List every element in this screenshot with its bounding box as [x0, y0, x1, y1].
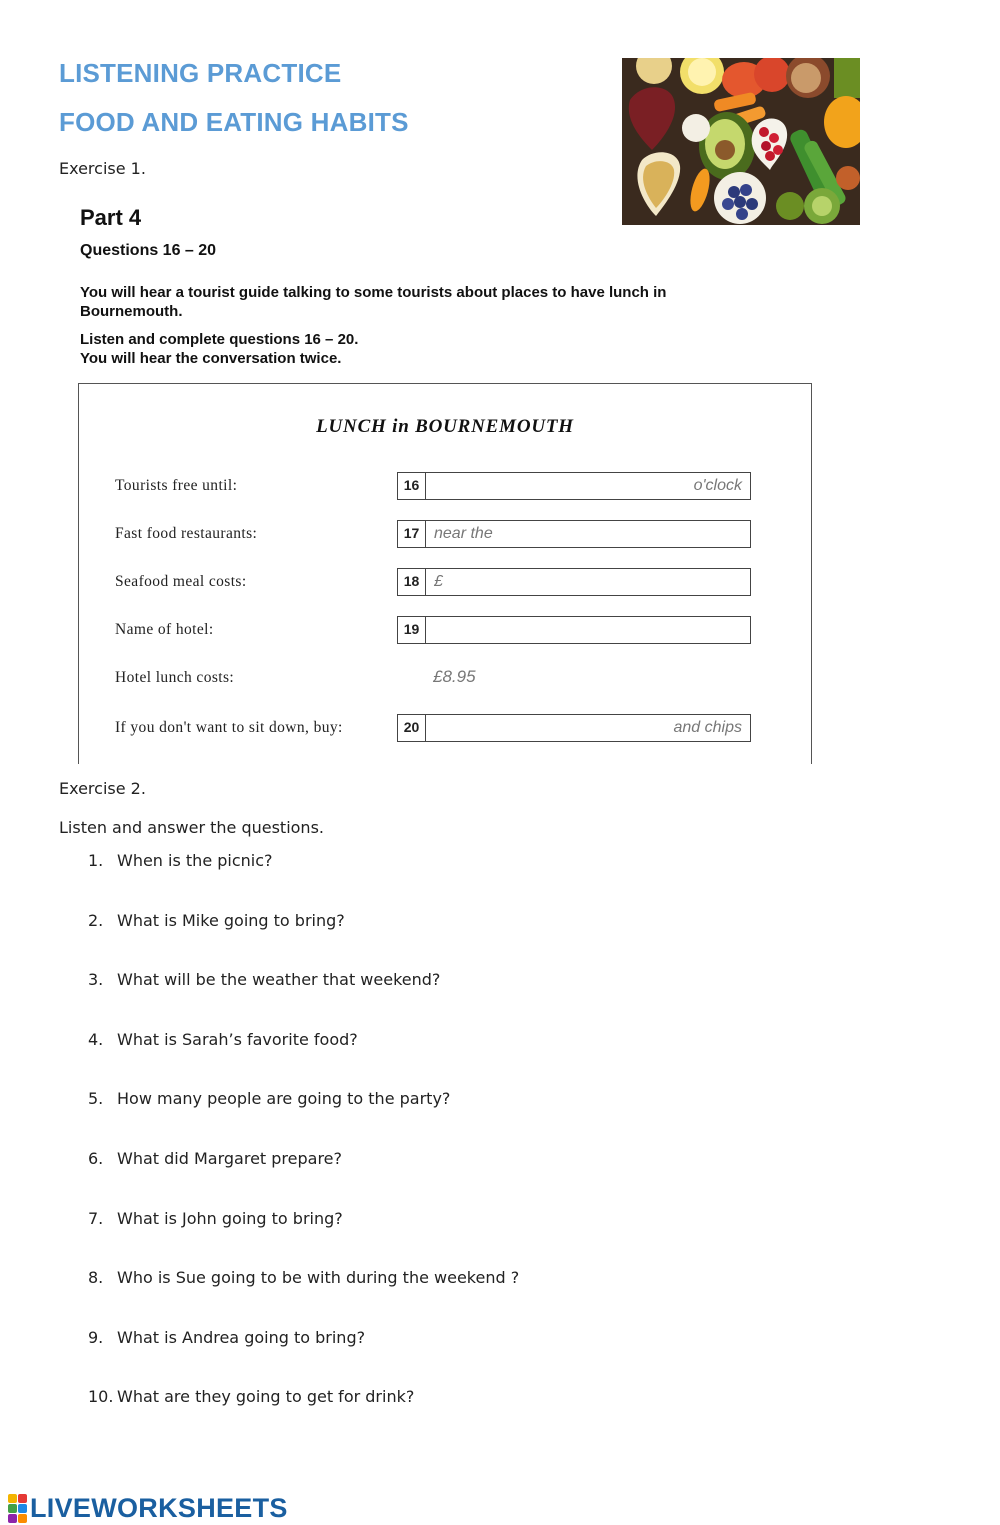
question-number: 5.: [88, 1089, 104, 1109]
question-number: 6.: [88, 1148, 104, 1168]
questions-range: Questions 16 – 20: [80, 242, 217, 259]
hotel-lunch-price: £8.95: [433, 667, 476, 686]
row-label-tourists-free: Tourists free until:: [115, 477, 238, 494]
answer-field-18[interactable]: [397, 568, 751, 596]
question-number: 20: [398, 715, 426, 741]
row-label-fast-food: Fast food restaurants:: [115, 525, 258, 542]
question-text: What is John going to bring?: [117, 1208, 343, 1228]
listen-instruction-line1: Listen and complete questions 16 – 20.: [80, 331, 359, 348]
question-text: What is Mike going to bring?: [117, 910, 345, 930]
healthy-food-photo: [622, 58, 860, 225]
field-prefix: near the: [434, 525, 493, 542]
answer-field-17[interactable]: [397, 520, 751, 548]
question-text: What did Margaret prepare?: [117, 1148, 343, 1168]
logo-grid-icon: [8, 1494, 27, 1523]
question-number: 7.: [88, 1208, 104, 1228]
question-number: 1.: [88, 851, 104, 870]
question-number: 9.: [88, 1327, 104, 1347]
answer-field-19[interactable]: [397, 616, 751, 644]
question-number: 18: [398, 569, 426, 595]
row-label-seafood: Seafood meal costs:: [115, 573, 247, 590]
page-title: LISTENING PRACTICE: [59, 58, 342, 88]
question-text: Who is Sue going to be with during the weekend ?: [117, 1268, 520, 1288]
page-subtitle: FOOD AND EATING HABITS: [59, 107, 409, 137]
form-title: LUNCH in BOURNEMOUTH: [316, 416, 574, 437]
field-prefix: £: [434, 573, 443, 590]
question-number: 8.: [88, 1268, 104, 1288]
question-number: 19: [398, 617, 426, 643]
exercise1-label: Exercise 1.: [59, 159, 146, 178]
row-label-hotel-lunch: Hotel lunch costs:: [115, 669, 235, 686]
logo-text: LIVEWORKSHEETS: [30, 1492, 288, 1523]
field-suffix: and chips: [673, 719, 742, 736]
liveworksheets-logo[interactable]: [8, 1493, 288, 1523]
question-number: 4.: [88, 1029, 104, 1049]
question-number: 16: [398, 473, 426, 499]
question-text: When is the picnic?: [117, 851, 273, 870]
answer-field-16[interactable]: [397, 472, 751, 500]
question-text: What is Sarah’s favorite food?: [117, 1029, 358, 1049]
question-text: What is Andrea going to bring?: [117, 1327, 366, 1347]
row-label-hotel-name: Name of hotel:: [115, 621, 214, 638]
exercise2-instruction: Listen and answer the questions.: [59, 818, 324, 837]
listen-instruction-line2: You will hear the conversation twice.: [80, 350, 342, 367]
lunch-form: [78, 383, 812, 764]
question-text: What will be the weather that weekend?: [117, 970, 441, 990]
instruction-text: You will hear a tourist guide talking to some tourists about places to have lunch in Bournemouth.: [80, 284, 667, 320]
exercise2-label: Exercise 2.: [59, 779, 146, 798]
question-number: 3.: [88, 970, 104, 990]
answer-field-20[interactable]: [397, 714, 751, 742]
field-suffix: o'clock: [693, 477, 742, 494]
row-label-takeaway: If you don't want to sit down, buy:: [115, 719, 343, 736]
listen-instruction: [80, 330, 680, 368]
question-number: 10.: [88, 1387, 114, 1407]
question-number: 2.: [88, 910, 104, 930]
question-text: How many people are going to the party?: [117, 1089, 451, 1109]
question-number: 17: [398, 521, 426, 547]
part-title: Part 4: [80, 205, 142, 230]
question-text: What are they going to get for drink?: [117, 1387, 415, 1407]
